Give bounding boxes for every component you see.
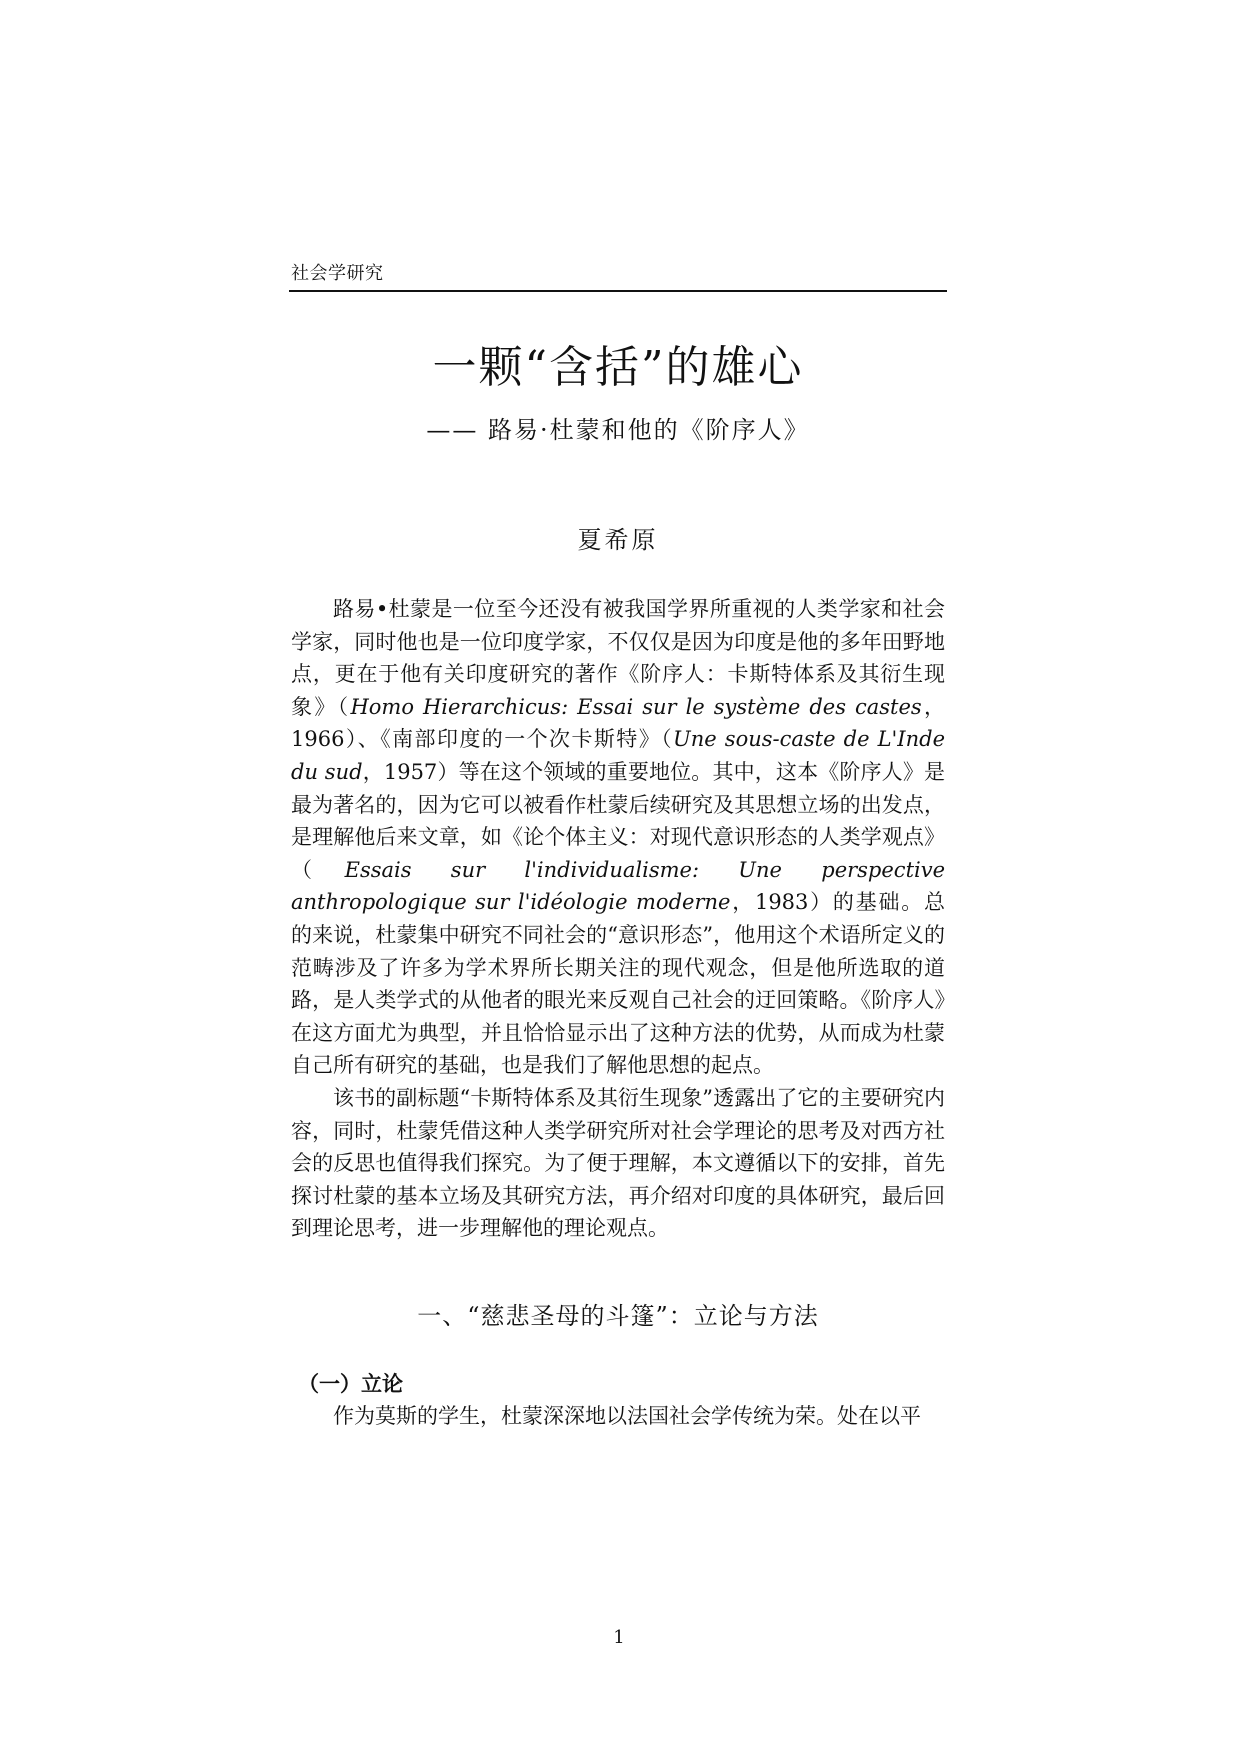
p1-text-a: 路易•杜蒙是一位至今还没有被我国学界所重视的人类学家和社会学家，同时他也是一位印度学家，不仅仅是因为印度是他的多年田野地点，更在于他有关印度研究的著作《阶序人：卡斯特体系及其衍生现象》（ xyxy=(291,597,945,719)
running-head: 社会学研究 xyxy=(291,263,384,284)
paragraph-2: 该书的副标题“卡斯特体系及其衍生现象”透露出了它的主要研究内容，同时，杜蒙凭借这种人类学研究所对社会学理论的思考及对西方社会的反思也值得我们探究。为了便于理解，本文遵循以下的安排，首先探讨杜蒙的基本立场及其研究方法，再介绍对印度的具体研究，最后回到理论思考，进一步理解他的理论观点。 xyxy=(291,1085,945,1241)
p1-book-title-sous-caste: Une sous-caste de L'Inde du sud xyxy=(291,727,945,784)
p1-text-e: ，1957）等在这个领域的重要地位。其中，这本《阶序人》是最为著名的，因为它可以被看作杜蒙后续研究及其思想立场的出发点，是理解他后来文章，如《论个体主义：对现代意识形态的人类学观点》（ xyxy=(291,759,945,882)
article-body xyxy=(291,593,945,1245)
section-body xyxy=(291,1400,945,1432)
p1-book-title-homo-hierarchicus: Homo Hierarchicus: Essai sur le système des castes xyxy=(350,694,922,719)
section-heading: 一、“慈悲圣母的斗篷”：立论与方法 xyxy=(417,1302,819,1330)
p1-book-title-essais: Essais sur l'individualisme: Une perspective anthropologique sur l'idéologie moderne xyxy=(291,857,946,915)
subsection-heading: （一）立论 xyxy=(298,1371,403,1396)
article-subtitle: —— 路易·杜蒙和他的《阶序人》 xyxy=(426,416,810,444)
author-name: 夏希原 xyxy=(577,526,659,554)
article-title: 一颗“含括”的雄心 xyxy=(432,342,804,393)
p1-text-c: ，1966）、《南部印度的一个次卡斯特》（ xyxy=(291,694,946,752)
header-rule xyxy=(289,290,947,292)
paragraph-3: 作为莫斯的学生，杜蒙深深地以法国社会学传统为荣。处在以平 xyxy=(333,1404,921,1428)
p1-text-g: ，1983）的基础。总的来说，杜蒙集中研究不同社会的“意识形态”，他用这个术语所定义的范畴涉及了许多为学术界所长期关注的现代观念，但是他所选取的道路，是人类学式的从他者的眼光来反观自己社会的迂回策略。《阶序人》在这方面尤为典型，并且恰恰显示出了这种方法的优势，从而成为杜蒙自己所有研究的基础，也是我们了解他思想的起点。 xyxy=(291,890,945,1078)
page-number: 1 xyxy=(613,1627,625,1648)
paragraph-1 xyxy=(291,593,945,1082)
